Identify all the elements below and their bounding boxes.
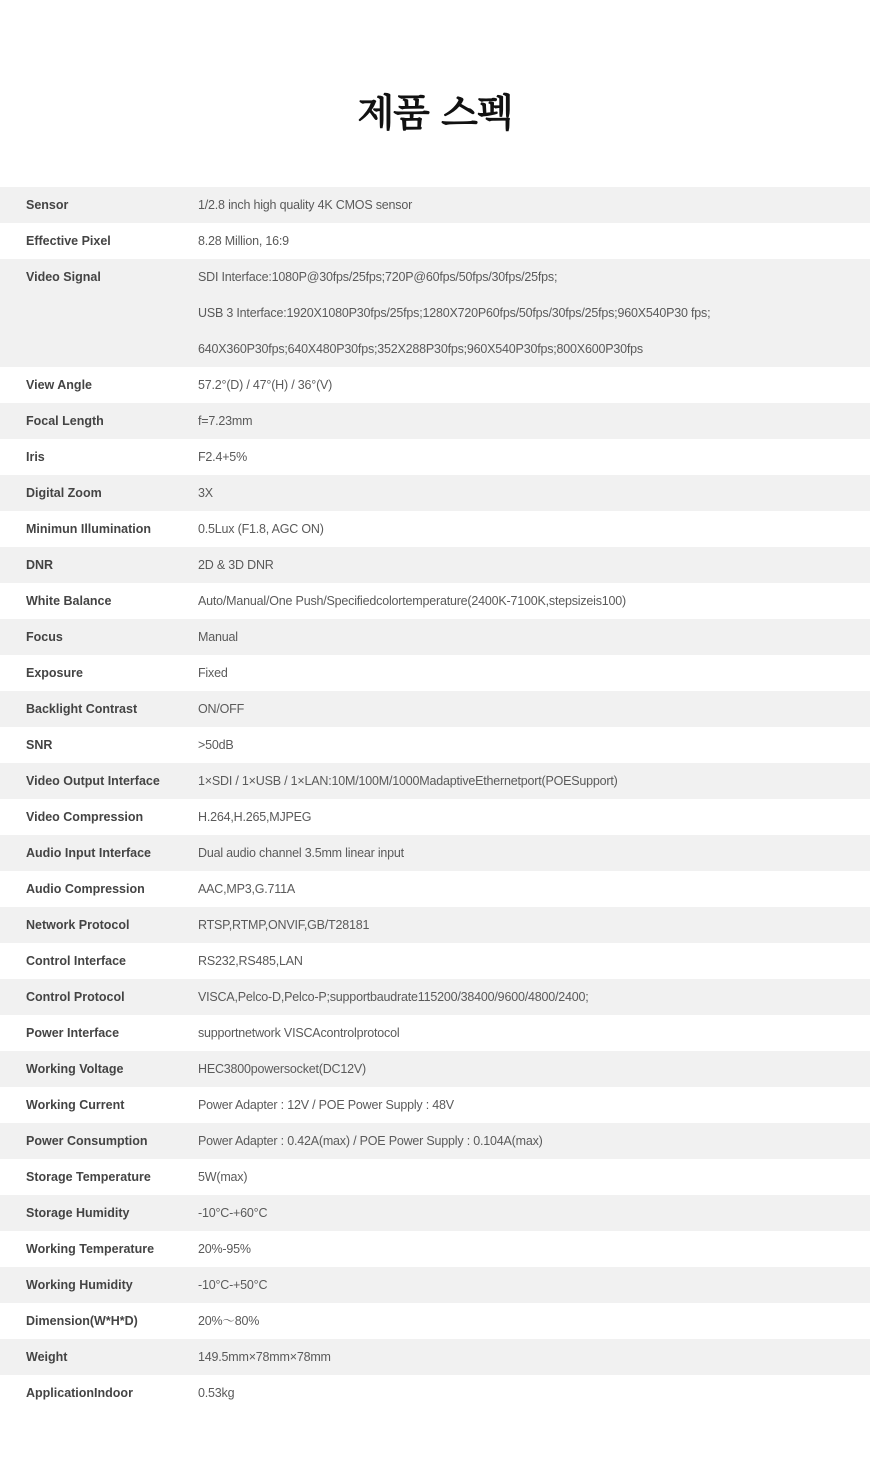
spec-values xyxy=(198,1051,870,1087)
spec-value: 3X xyxy=(198,486,213,500)
spec-values xyxy=(198,727,870,763)
spec-label: Weight xyxy=(26,1350,68,1364)
spec-row xyxy=(0,259,870,367)
spec-values xyxy=(198,907,870,943)
spec-values xyxy=(198,1159,870,1195)
spec-values xyxy=(198,1339,870,1375)
spec-values xyxy=(198,367,870,403)
spec-value: supportnetwork VISCAcontrolprotocol xyxy=(198,1026,400,1040)
spec-row xyxy=(0,907,870,943)
spec-row xyxy=(0,1015,870,1051)
spec-label: Working Temperature xyxy=(26,1242,155,1256)
spec-label: View Angle xyxy=(26,378,92,392)
spec-value: 1/2.8 inch high quality 4K CMOS sensor xyxy=(198,198,413,212)
spec-values xyxy=(198,1267,870,1303)
spec-row xyxy=(0,367,870,403)
spec-row xyxy=(0,1267,870,1303)
spec-values xyxy=(198,763,870,799)
spec-values xyxy=(198,259,870,367)
spec-row xyxy=(0,691,870,727)
spec-value: f=7.23mm xyxy=(198,414,253,428)
spec-value: 5W(max) xyxy=(198,1170,248,1184)
spec-value: 149.5mm×78mm×78mm xyxy=(198,1350,331,1364)
spec-label: Exposure xyxy=(26,666,83,680)
spec-row xyxy=(0,727,870,763)
spec-value: 1×SDI / 1×USB / 1×LAN:10M/100M/1000MadaptiveEthernetport(POESupport) xyxy=(198,774,618,788)
spec-row xyxy=(0,511,870,547)
spec-values xyxy=(198,1375,870,1411)
spec-value: Power Adapter : 0.42A(max) / POE Power Supply : 0.104A(max) xyxy=(198,1134,543,1148)
spec-row xyxy=(0,655,870,691)
spec-value: SDI Interface:1080P@30fps/25fps;720P@60fps/50fps/30fps/25fps; xyxy=(198,270,558,284)
spec-value: 2D & 3D DNR xyxy=(198,558,274,572)
spec-value: Power Adapter : 12V / POE Power Supply : 48V xyxy=(198,1098,454,1112)
spec-label: Video Signal xyxy=(26,270,101,284)
spec-row xyxy=(0,1123,870,1159)
spec-label: Power Consumption xyxy=(26,1134,148,1148)
spec-label: Working Voltage xyxy=(26,1062,124,1076)
spec-row xyxy=(0,1303,870,1339)
spec-values xyxy=(198,799,870,835)
spec-value: HEC3800powersocket(DC12V) xyxy=(198,1062,366,1076)
spec-values xyxy=(198,547,870,583)
spec-row xyxy=(0,763,870,799)
spec-label: Video Output Interface xyxy=(26,774,160,788)
spec-value: >50dB xyxy=(198,738,234,752)
spec-label: Audio Input Interface xyxy=(26,846,151,860)
spec-row xyxy=(0,1087,870,1123)
spec-row xyxy=(0,583,870,619)
spec-values xyxy=(198,583,870,619)
spec-value: Dual audio channel 3.5mm linear input xyxy=(198,846,404,860)
spec-value: -10°C-+60°C xyxy=(198,1206,268,1220)
spec-row xyxy=(0,943,870,979)
spec-label: Working Current xyxy=(26,1098,125,1112)
spec-label: Dimension(W*H*D) xyxy=(26,1314,138,1328)
spec-label: Storage Humidity xyxy=(26,1206,130,1220)
spec-row xyxy=(0,187,870,223)
spec-values xyxy=(198,475,870,511)
spec-row xyxy=(0,223,870,259)
spec-row xyxy=(0,439,870,475)
spec-values xyxy=(198,439,870,475)
spec-row xyxy=(0,1195,870,1231)
spec-value: Auto/Manual/One Push/Specifiedcolortemperature(2400K-7100K,stepsizeis100) xyxy=(198,594,627,608)
spec-value: 0.5Lux (F1.8, AGC ON) xyxy=(198,522,324,536)
spec-values xyxy=(198,1303,870,1339)
spec-values xyxy=(198,511,870,547)
spec-value: RS232,RS485,LAN xyxy=(198,954,303,968)
spec-label: Control Interface xyxy=(26,954,127,968)
spec-row xyxy=(0,403,870,439)
spec-values xyxy=(198,403,870,439)
spec-values xyxy=(198,943,870,979)
spec-values xyxy=(198,1015,870,1051)
spec-values xyxy=(198,619,870,655)
spec-value: 20%～80% xyxy=(198,1314,260,1328)
spec-values xyxy=(198,187,870,223)
spec-label: Iris xyxy=(26,450,45,464)
spec-label: Sensor xyxy=(26,198,69,212)
spec-row xyxy=(0,475,870,511)
spec-value: ON/OFF xyxy=(198,702,245,716)
spec-values xyxy=(198,691,870,727)
spec-values xyxy=(198,1231,870,1267)
spec-label: SNR xyxy=(26,738,53,752)
spec-label: ApplicationIndoor xyxy=(26,1386,133,1400)
spec-table xyxy=(0,187,870,1411)
spec-value: 640X360P30fps;640X480P30fps;352X288P30fps;960X540P30fps;800X600P30fps xyxy=(198,342,643,356)
spec-value: AAC,MP3,G.711A xyxy=(198,882,296,896)
spec-values xyxy=(198,835,870,871)
spec-value: USB 3 Interface:1920X1080P30fps/25fps;1280X720P60fps/50fps/30fps/25fps;960X540P30 fps; xyxy=(198,306,711,320)
spec-value: 57.2°(D) / 47°(H) / 36°(V) xyxy=(198,378,333,392)
spec-label: Effective Pixel xyxy=(26,234,111,248)
spec-values xyxy=(198,1087,870,1123)
spec-label: Control Protocol xyxy=(26,990,125,1004)
spec-row xyxy=(0,619,870,655)
spec-row xyxy=(0,1231,870,1267)
spec-row xyxy=(0,871,870,907)
spec-row xyxy=(0,1375,870,1411)
spec-value: 20%-95% xyxy=(198,1242,251,1256)
spec-label: Focus xyxy=(26,630,63,644)
spec-value: Fixed xyxy=(198,666,228,680)
spec-value: RTSP,RTMP,ONVIF,GB/T28181 xyxy=(198,918,370,932)
spec-label: Minimun Illumination xyxy=(26,522,151,536)
spec-values xyxy=(198,1123,870,1159)
spec-values xyxy=(198,871,870,907)
spec-row xyxy=(0,1159,870,1195)
spec-label: White Balance xyxy=(26,594,112,608)
spec-row xyxy=(0,1339,870,1375)
page-title: 제품 스펙 xyxy=(357,91,513,135)
spec-value: -10°C-+50°C xyxy=(198,1278,268,1292)
spec-value: VISCA,Pelco-D,Pelco-P;supportbaudrate115200/38400/9600/4800/2400; xyxy=(198,990,589,1004)
spec-value: H.264,H.265,MJPEG xyxy=(198,810,312,824)
spec-label: Power Interface xyxy=(26,1026,120,1040)
spec-row xyxy=(0,835,870,871)
spec-label: Network Protocol xyxy=(26,918,130,932)
spec-row xyxy=(0,799,870,835)
spec-label: Storage Temperature xyxy=(26,1170,151,1184)
spec-values xyxy=(198,1195,870,1231)
spec-value: Manual xyxy=(198,630,238,644)
spec-label: Video Compression xyxy=(26,810,144,824)
spec-values xyxy=(198,223,870,259)
spec-label: Digital Zoom xyxy=(26,486,102,500)
spec-label: Focal Length xyxy=(26,414,104,428)
spec-row xyxy=(0,547,870,583)
spec-value: 0.53kg xyxy=(198,1386,235,1400)
spec-label: Audio Compression xyxy=(26,882,145,896)
spec-value: 8.28 Million, 16:9 xyxy=(198,234,289,248)
spec-row xyxy=(0,1051,870,1087)
spec-values xyxy=(198,979,870,1015)
spec-label: Working Humidity xyxy=(26,1278,133,1292)
spec-label: DNR xyxy=(26,558,54,572)
spec-value: F2.4+5% xyxy=(198,450,247,464)
spec-row xyxy=(0,979,870,1015)
spec-values xyxy=(198,655,870,691)
spec-label: Backlight Contrast xyxy=(26,702,138,716)
